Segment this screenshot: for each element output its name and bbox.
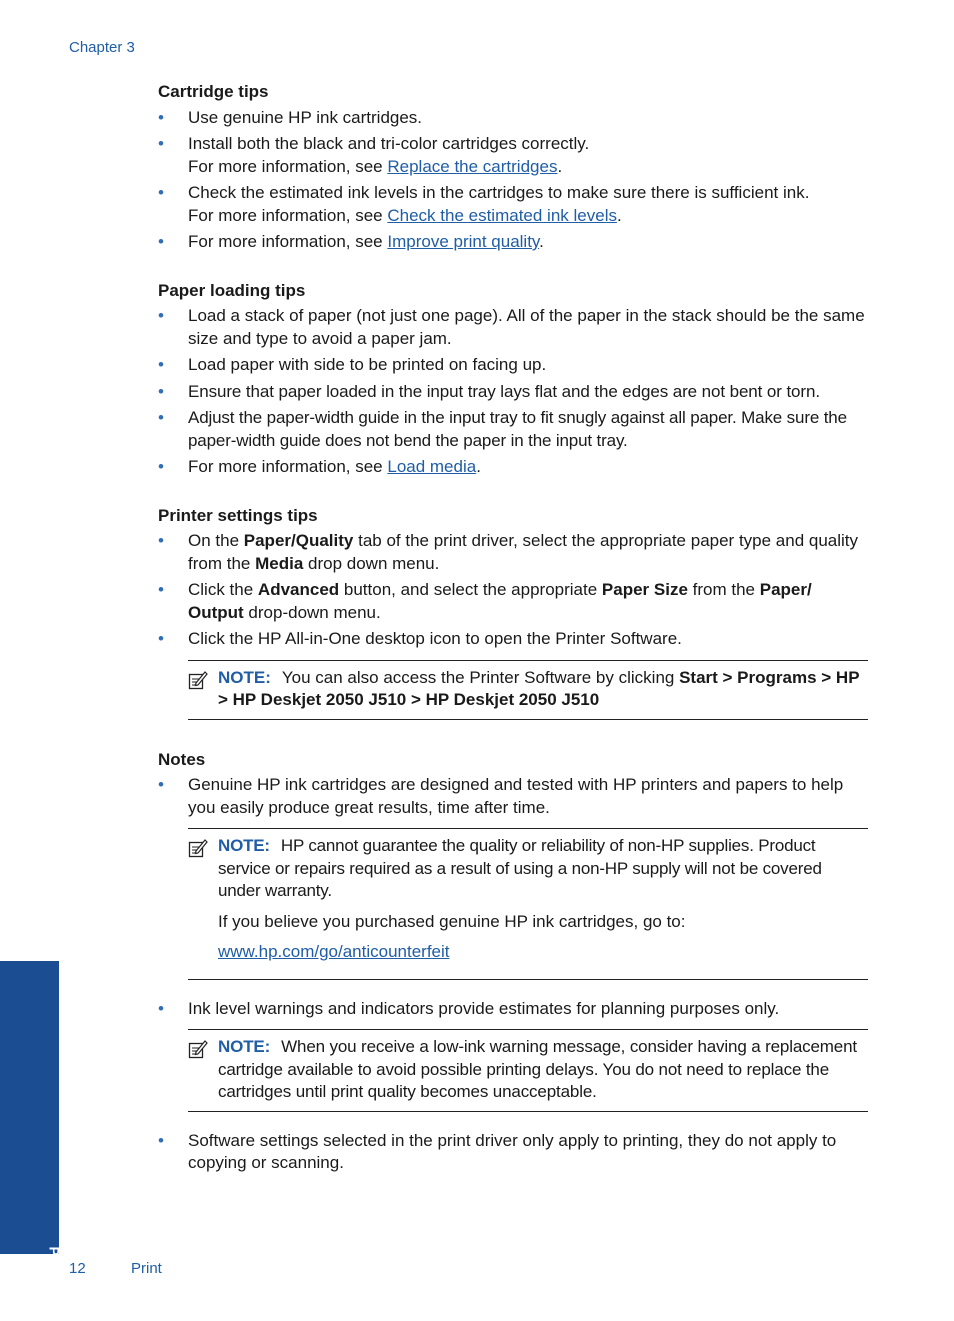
list-item: • Ensure that paper loaded in the input tray lays flat and the edges are not bent or torn. <box>158 381 868 404</box>
list-item: • Use genuine HP ink cartridges. <box>158 107 868 130</box>
side-tab <box>0 961 63 1281</box>
bullet-icon: • <box>158 457 164 476</box>
improve-print-quality-link[interactable]: Improve print quality <box>387 232 540 251</box>
bullet-icon: • <box>158 107 164 127</box>
page-content <box>158 81 868 1201</box>
list-item: • Load paper with side to be printed on facing up. <box>158 354 868 377</box>
page-number: 12 <box>69 1260 86 1277</box>
list-item: • Software settings selected in the print driver only apply to printing, they do not apply to copying or scanning. <box>158 1130 837 1172</box>
cartridge-tips-section <box>158 81 868 254</box>
note-label: NOTE: <box>218 1037 271 1056</box>
note-box: NOTE: You can also access the Printer Software by clicking Start > Programs > HP > HP Deskjet 2050 J510 > HP Deskjet 2050 J510 <box>188 660 868 720</box>
section-title: Cartridge tips <box>158 82 269 101</box>
replace-cartridges-link[interactable]: Replace the cartridges <box>387 156 558 176</box>
check-ink-levels-link[interactable]: Check the estimated ink levels <box>387 205 617 225</box>
list-item: • For more information, see Improve print quality. <box>158 231 868 254</box>
bullet-icon: • <box>158 381 164 401</box>
section-title: Notes <box>158 749 206 769</box>
printer-settings-tips-section <box>158 505 868 720</box>
tips-list <box>158 774 868 819</box>
bullet-icon: • <box>158 183 164 202</box>
bullet-icon: • <box>158 134 164 153</box>
section-title: Paper loading tips <box>158 280 306 300</box>
list-item: • Load a stack of paper (not just one page). All of the paper in the stack should be the same size and type to avoid a paper jam. <box>158 306 865 348</box>
note-icon <box>188 670 208 690</box>
bullet-icon: • <box>158 998 164 1018</box>
paper-loading-tips-section <box>158 280 868 479</box>
bullet-icon: • <box>158 355 164 374</box>
section-title: Printer settings tips <box>158 505 318 525</box>
note-icon <box>188 838 208 858</box>
bullet-icon: • <box>158 1130 164 1150</box>
footer-section-title: Print <box>131 1260 162 1277</box>
notes-section <box>158 749 868 1175</box>
bullet-icon: • <box>158 580 164 599</box>
note-box: NOTE: When you receive a low-ink warning message, consider having a replacement cartridge available to avoid possible printing delays. You do not need to replace the cartridges until print quality becomes unacceptable. <box>188 1029 868 1112</box>
list-item: • Adjust the paper-width guide in the input tray to fit snugly against all paper. Make sure the paper-width guide does not bend the paper in the input tray. <box>158 408 847 450</box>
tips-list <box>158 107 868 254</box>
note-box: NOTE: HP cannot guarantee the quality or reliability of non-HP supplies. Product service or repairs required as a result of using a non-HP supply will not be covered under warranty. If you believe you purchased genuine HP ink cartridges, go to: www.hp.com/go/anticounterfeit <box>188 828 868 980</box>
bullet-icon: • <box>158 306 164 325</box>
list-item: • On the Paper/Quality tab of the print driver, select the appropriate paper type and quality from the Media drop down menu. <box>158 531 859 573</box>
list-item: • Click the Advanced button, and select the appropriate Paper Size from the Paper/ Output drop-down menu. <box>158 580 812 622</box>
tips-list <box>158 305 868 479</box>
bullet-icon: • <box>158 408 164 427</box>
list-item: • Check the estimated ink levels in the cartridges to make sure there is sufficient ink. For more information, see Check the estimated ink levels. <box>158 183 810 225</box>
bullet-icon: • <box>158 775 164 794</box>
bullet-icon: • <box>158 232 164 251</box>
anticounterfeit-link[interactable]: www.hp.com/go/anticounterfeit <box>218 942 450 961</box>
tips-list <box>158 1130 868 1175</box>
tips-list <box>158 530 868 651</box>
note-label: NOTE: <box>218 667 271 687</box>
load-media-link[interactable]: Load media <box>387 457 477 476</box>
note-icon <box>188 1039 208 1059</box>
list-item: • Ink level warnings and indicators provide estimates for planning purposes only. <box>158 998 868 1021</box>
list-item: • Genuine HP ink cartridges are designed and tested with HP printers and papers to help you easily produce great results, time after time. <box>158 775 844 817</box>
list-item: • Install both the black and tri-color cartridges correctly. For more information, see Replace the cartridges. <box>158 134 590 176</box>
side-tab-label: Print <box>46 1246 63 1281</box>
chapter-header: Chapter 3 <box>69 39 135 56</box>
list-item: • Click the HP All-in-One desktop icon to open the Printer Software. <box>158 628 868 651</box>
tips-list <box>158 998 868 1021</box>
bullet-icon: • <box>158 629 164 648</box>
list-item: • For more information, see Load media. <box>158 456 868 479</box>
note-label: NOTE: <box>218 836 270 855</box>
bullet-icon: • <box>158 531 164 550</box>
